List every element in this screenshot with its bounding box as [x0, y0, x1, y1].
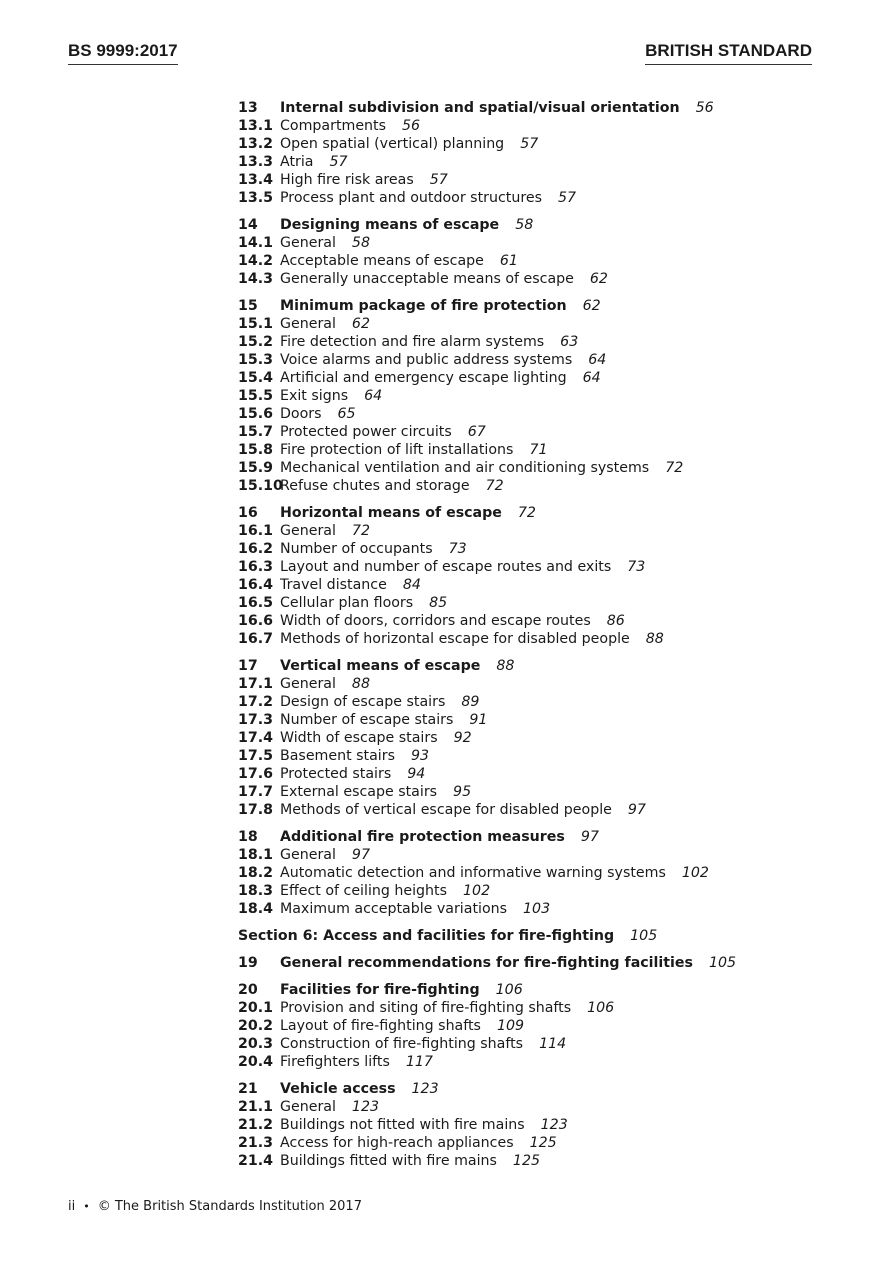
toc-entry-title: General — [280, 235, 336, 251]
standard-type-header: BRITISH STANDARD — [645, 41, 812, 65]
toc-entry-title: Number of escape stairs — [280, 712, 454, 728]
toc-entry-number: 15.4 — [238, 370, 274, 386]
toc-subclause-entry[interactable] — [238, 441, 798, 459]
toc-subclause-entry[interactable] — [238, 189, 798, 207]
toc-entry-page: 97 — [627, 802, 646, 818]
toc-subclause-entry[interactable] — [238, 693, 798, 711]
toc-entry-page: 94 — [407, 766, 426, 782]
toc-entry-number: 15.6 — [238, 406, 274, 422]
toc-entry-title: Facilities for fire-fighting — [280, 982, 480, 998]
toc-entry-page: 61 — [499, 253, 518, 269]
toc-subclause-entry[interactable] — [238, 459, 798, 477]
toc-entry-number: 16.7 — [238, 631, 274, 647]
toc-entry-number: 21.2 — [238, 1117, 274, 1133]
toc-entry-title: Buildings fitted with fire mains — [280, 1153, 497, 1169]
toc-entry-number: 17.2 — [238, 694, 274, 710]
toc-entry-title: General — [280, 1099, 336, 1115]
toc-entry-number: 16.2 — [238, 541, 274, 557]
toc-entry-title: Methods of vertical escape for disabled people — [280, 802, 612, 818]
toc-entry-page: 63 — [560, 334, 579, 350]
toc-subclause-entry[interactable] — [238, 423, 798, 441]
toc-entry-title: Vertical means of escape — [280, 658, 481, 674]
toc-subclause-entry[interactable] — [238, 1035, 798, 1053]
toc-entry-number: 13.1 — [238, 118, 274, 134]
toc-entry-title: Open spatial (vertical) planning — [280, 136, 505, 152]
toc-entry-page: 65 — [337, 406, 356, 422]
toc-subclause-entry[interactable] — [238, 1053, 798, 1071]
toc-entry-title: Minimum package of fire protection — [280, 298, 567, 314]
toc-entry-number: 21 — [238, 1081, 258, 1097]
toc-entry-title: Horizontal means of escape — [280, 505, 502, 521]
toc-group — [238, 297, 798, 495]
toc-entry-title: Mechanical ventilation and air conditioning systems — [280, 460, 650, 476]
toc-entry-title: Voice alarms and public address systems — [280, 352, 573, 368]
toc-subclause-entry[interactable] — [238, 594, 798, 612]
toc-entry-page: 86 — [606, 613, 625, 629]
toc-entry-page: 125 — [529, 1135, 557, 1151]
toc-entry-title: Width of doors, corridors and escape routes — [280, 613, 591, 629]
toc-subclause-entry[interactable] — [238, 1152, 798, 1170]
toc-subclause-entry[interactable] — [238, 387, 798, 405]
toc-entry-page: 64 — [364, 388, 383, 404]
toc-entry-page: 64 — [582, 370, 601, 386]
toc-entry-title: Doors — [280, 406, 322, 422]
toc-subclause-entry[interactable] — [238, 783, 798, 801]
toc-subclause-entry[interactable] — [238, 900, 798, 918]
toc-entry-number: 18.3 — [238, 883, 274, 899]
toc-entry-title: General — [280, 316, 336, 332]
toc-subclause-entry[interactable] — [238, 675, 798, 693]
toc-entry-number: 15.2 — [238, 334, 274, 350]
toc-entry-page: 123 — [351, 1099, 380, 1115]
toc-entry-page: 62 — [351, 316, 370, 332]
toc-subclause-entry[interactable] — [238, 864, 798, 882]
toc-entry-title: Maximum acceptable variations — [280, 901, 508, 917]
page-footer — [68, 1198, 362, 1216]
toc-entry-number: 20.2 — [238, 1018, 274, 1034]
toc-entry-page: 58 — [351, 235, 370, 251]
toc-group — [238, 216, 798, 288]
toc-subclause-entry[interactable] — [238, 117, 798, 135]
toc-entry-title: Buildings not fitted with fire mains — [280, 1117, 525, 1133]
toc-clause-heading[interactable] — [238, 216, 798, 234]
toc-subclause-entry[interactable] — [238, 1134, 798, 1152]
toc-entry-number: 16 — [238, 505, 258, 521]
toc-entry-title: Refuse chutes and storage — [280, 478, 470, 494]
toc-subclause-entry[interactable] — [238, 882, 798, 900]
toc-entry-number: 13.2 — [238, 136, 274, 152]
toc-clause-heading[interactable] — [238, 1080, 798, 1098]
toc-entry-title: Number of occupants — [280, 541, 433, 557]
toc-entry-number: 13 — [238, 100, 258, 116]
toc-entry-page: 72 — [351, 523, 370, 539]
toc-subclause-entry[interactable] — [238, 270, 798, 288]
toc-subclause-entry[interactable] — [238, 999, 798, 1017]
toc-entry-number: 17.1 — [238, 676, 274, 692]
toc-entry-page: 72 — [517, 505, 536, 521]
toc-subclause-entry[interactable] — [238, 1098, 798, 1116]
toc-entry-title: Width of escape stairs — [280, 730, 438, 746]
toc-entry-page: 67 — [467, 424, 486, 440]
toc-entry-title: Construction of fire-fighting shafts — [280, 1036, 524, 1052]
toc-entry-title: Fire detection and fire alarm systems — [280, 334, 545, 350]
toc-entry-title: Acceptable means of escape — [280, 253, 484, 269]
toc-entry-title: Protected stairs — [280, 766, 392, 782]
toc-subclause-entry[interactable] — [238, 576, 798, 594]
toc-subclause-entry[interactable] — [238, 351, 798, 369]
toc-group — [238, 504, 798, 648]
toc-entry-number: 15.3 — [238, 352, 274, 368]
toc-subclause-entry[interactable] — [238, 846, 798, 864]
toc-entry-number: 17.3 — [238, 712, 274, 728]
toc-entry-page: 88 — [496, 658, 515, 674]
toc-group — [238, 99, 798, 207]
toc-entry-title: Section 6: Access and facilities for fire-fighting — [238, 928, 615, 944]
toc-entry-number: 21.3 — [238, 1135, 274, 1151]
toc-subclause-entry[interactable] — [238, 333, 798, 351]
toc-subclause-entry[interactable] — [238, 171, 798, 189]
toc-entry-title: Effect of ceiling heights — [280, 883, 448, 899]
toc-entry-number: 20.3 — [238, 1036, 274, 1052]
toc-subclause-entry[interactable] — [238, 558, 798, 576]
toc-entry-title: Access for high-reach appliances — [280, 1135, 514, 1151]
toc-entry-page: 105 — [708, 955, 737, 971]
toc-group — [238, 828, 798, 918]
toc-entry-page: 88 — [351, 676, 370, 692]
toc-entry-title: General — [280, 847, 336, 863]
toc-entry-page: 106 — [495, 982, 523, 998]
toc-entry-title: Fire protection of lift installations — [280, 442, 514, 458]
toc-entry-page: 103 — [523, 901, 551, 917]
toc-entry-number: 16.6 — [238, 613, 274, 629]
toc-clause-heading[interactable] — [238, 954, 798, 972]
toc-entry-page: 114 — [539, 1036, 567, 1052]
toc-subclause-entry[interactable] — [238, 540, 798, 558]
table-of-contents — [238, 99, 798, 1179]
toc-entry-number: 15.7 — [238, 424, 274, 440]
toc-entry-page: 95 — [453, 784, 472, 800]
toc-entry-page: 97 — [580, 829, 599, 845]
toc-entry-title: High fire risk areas — [280, 172, 414, 188]
toc-entry-page: 117 — [405, 1054, 433, 1070]
toc-entry-number: 15.8 — [238, 442, 274, 458]
toc-entry-title: Methods of horizontal escape for disabled people — [280, 631, 630, 647]
toc-entry-page: 123 — [411, 1081, 439, 1097]
toc-entry-title: General — [280, 523, 336, 539]
toc-entry-number: 20.4 — [238, 1054, 274, 1070]
toc-entry-page: 84 — [402, 577, 421, 593]
toc-entry-number: 18.4 — [238, 901, 274, 917]
toc-entry-title: General recommendations for fire-fighting facilities — [280, 955, 693, 971]
document-id-header: BS 9999:2017 — [68, 41, 178, 65]
toc-section-group — [238, 927, 798, 945]
toc-entry-number: 13.3 — [238, 154, 274, 170]
toc-entry-page: 73 — [448, 541, 467, 557]
toc-entry-title: Layout and number of escape routes and exits — [280, 559, 612, 575]
toc-entry-title: Internal subdivision and spatial/visual orientation — [280, 100, 680, 116]
toc-subclause-entry[interactable] — [238, 153, 798, 171]
toc-entry-page: 62 — [582, 298, 601, 314]
toc-entry-title: Process plant and outdoor structures — [280, 190, 542, 206]
toc-entry-page: 58 — [515, 217, 534, 233]
toc-entry-title: Designing means of escape — [280, 217, 500, 233]
toc-subclause-entry[interactable] — [238, 405, 798, 423]
toc-entry-page: 105 — [630, 928, 658, 944]
toc-subclause-entry[interactable] — [238, 1116, 798, 1134]
toc-subclause-entry[interactable] — [238, 612, 798, 630]
toc-entry-number: 20.1 — [238, 1000, 274, 1016]
toc-entry-number: 21.4 — [238, 1153, 274, 1169]
toc-entry-title: Exit signs — [280, 388, 349, 404]
toc-group — [238, 981, 798, 1071]
toc-entry-title: Cellular plan floors — [280, 595, 414, 611]
toc-entry-number: 14.3 — [238, 271, 274, 287]
toc-entry-number: 14.2 — [238, 253, 274, 269]
toc-entry-page: 102 — [681, 865, 709, 881]
toc-entry-number: 15.10 — [238, 478, 283, 494]
toc-group — [238, 657, 798, 819]
toc-entry-page: 97 — [351, 847, 370, 863]
toc-entry-number: 15.1 — [238, 316, 274, 332]
toc-entry-page: 72 — [485, 478, 504, 494]
toc-entry-title: Artificial and emergency escape lighting — [280, 370, 567, 386]
toc-subclause-entry[interactable] — [238, 477, 798, 495]
toc-entry-page: 123 — [540, 1117, 568, 1133]
toc-entry-number: 14 — [238, 217, 258, 233]
toc-entry-page: 88 — [645, 631, 664, 647]
toc-clause-heading[interactable] — [238, 657, 798, 675]
toc-entry-page: 89 — [461, 694, 480, 710]
toc-entry-title: Firefighters lifts — [280, 1054, 390, 1070]
toc-entry-title: Atria — [280, 154, 314, 170]
toc-clause-heading[interactable] — [238, 99, 798, 117]
toc-entry-number: 15 — [238, 298, 258, 314]
toc-entry-number: 19 — [238, 955, 258, 971]
toc-subclause-entry[interactable] — [238, 711, 798, 729]
toc-entry-page: 57 — [557, 190, 577, 206]
page-number: ii — [68, 1199, 76, 1214]
toc-entry-title: Design of escape stairs — [280, 694, 446, 710]
toc-entry-title: Travel distance — [280, 577, 387, 593]
toc-entry-number: 18.2 — [238, 865, 274, 881]
toc-entry-number: 17.7 — [238, 784, 274, 800]
toc-entry-page: 57 — [429, 172, 448, 188]
toc-entry-page: 106 — [587, 1000, 615, 1016]
toc-entry-number: 15.5 — [238, 388, 274, 404]
footer-bullet: • — [83, 1200, 90, 1213]
toc-clause-heading[interactable] — [238, 297, 798, 315]
toc-clause-heading[interactable] — [238, 981, 798, 999]
toc-entry-number: 18.1 — [238, 847, 274, 863]
toc-subclause-entry[interactable] — [238, 135, 798, 153]
toc-entry-page: 91 — [469, 712, 488, 728]
toc-subclause-entry[interactable] — [238, 801, 798, 819]
toc-subclause-entry[interactable] — [238, 252, 798, 270]
toc-clause-heading[interactable] — [238, 828, 798, 846]
toc-entry-number: 21.1 — [238, 1099, 274, 1115]
toc-entry-page: 56 — [402, 118, 421, 134]
toc-entry-number: 18 — [238, 829, 258, 845]
toc-subclause-entry[interactable] — [238, 1017, 798, 1035]
toc-entry-title: Automatic detection and informative warning systems — [280, 865, 666, 881]
toc-clause-heading[interactable] — [238, 504, 798, 522]
toc-entry-title: Basement stairs — [280, 748, 395, 764]
toc-entry-page: 57 — [329, 154, 348, 170]
toc-entry-number: 17 — [238, 658, 258, 674]
toc-entry-number: 17.4 — [238, 730, 274, 746]
toc-subclause-entry[interactable] — [238, 315, 798, 333]
toc-section-heading[interactable] — [238, 927, 798, 945]
copyright-notice: © The British Standards Institution 2017 — [97, 1199, 362, 1214]
toc-entry-title: Provision and siting of fire-fighting shafts — [280, 1000, 572, 1016]
toc-entry-number: 17.8 — [238, 802, 274, 818]
toc-entry-title: Vehicle access — [280, 1081, 396, 1097]
toc-group — [238, 954, 798, 972]
toc-entry-number: 17.6 — [238, 766, 274, 782]
toc-entry-page: 92 — [453, 730, 472, 746]
toc-entry-number: 16.5 — [238, 595, 274, 611]
toc-entry-number: 15.9 — [238, 460, 274, 476]
toc-entry-page: 85 — [429, 595, 448, 611]
toc-entry-page: 72 — [665, 460, 684, 476]
toc-entry-number: 16.1 — [238, 523, 274, 539]
toc-entry-number: 17.5 — [238, 748, 274, 764]
toc-entry-page: 71 — [529, 442, 548, 458]
toc-entry-title: Protected power circuits — [280, 424, 452, 440]
toc-group — [238, 1080, 798, 1170]
toc-entry-title: External escape stairs — [280, 784, 438, 800]
toc-entry-page: 62 — [589, 271, 608, 287]
toc-entry-page: 102 — [463, 883, 491, 899]
toc-subclause-entry[interactable] — [238, 234, 798, 252]
toc-entry-page: 57 — [520, 136, 539, 152]
toc-entry-title: Additional fire protection measures — [280, 829, 565, 845]
toc-subclause-entry[interactable] — [238, 729, 798, 747]
toc-subclause-entry[interactable] — [238, 630, 798, 648]
toc-entry-page: 56 — [695, 100, 714, 116]
toc-entry-title: Layout of fire-fighting shafts — [280, 1018, 481, 1034]
toc-entry-number: 13.5 — [238, 190, 274, 206]
toc-subclause-entry[interactable] — [238, 747, 798, 765]
toc-entry-number: 16.4 — [238, 577, 274, 593]
toc-entry-page: 64 — [588, 352, 607, 368]
toc-entry-page: 125 — [512, 1153, 541, 1169]
toc-subclause-entry[interactable] — [238, 369, 798, 387]
toc-subclause-entry[interactable] — [238, 522, 798, 540]
toc-entry-number: 14.1 — [238, 235, 274, 251]
toc-entry-number: 16.3 — [238, 559, 274, 575]
toc-entry-page: 109 — [496, 1018, 525, 1034]
toc-entry-title: Compartments — [280, 118, 386, 134]
toc-entry-page: 73 — [627, 559, 646, 575]
toc-entry-title: Generally unacceptable means of escape — [280, 271, 574, 287]
toc-subclause-entry[interactable] — [238, 765, 798, 783]
toc-entry-page: 93 — [410, 748, 430, 764]
toc-entry-number: 20 — [238, 982, 258, 998]
toc-entry-number: 13.4 — [238, 172, 274, 188]
toc-entry-title: General — [280, 676, 336, 692]
